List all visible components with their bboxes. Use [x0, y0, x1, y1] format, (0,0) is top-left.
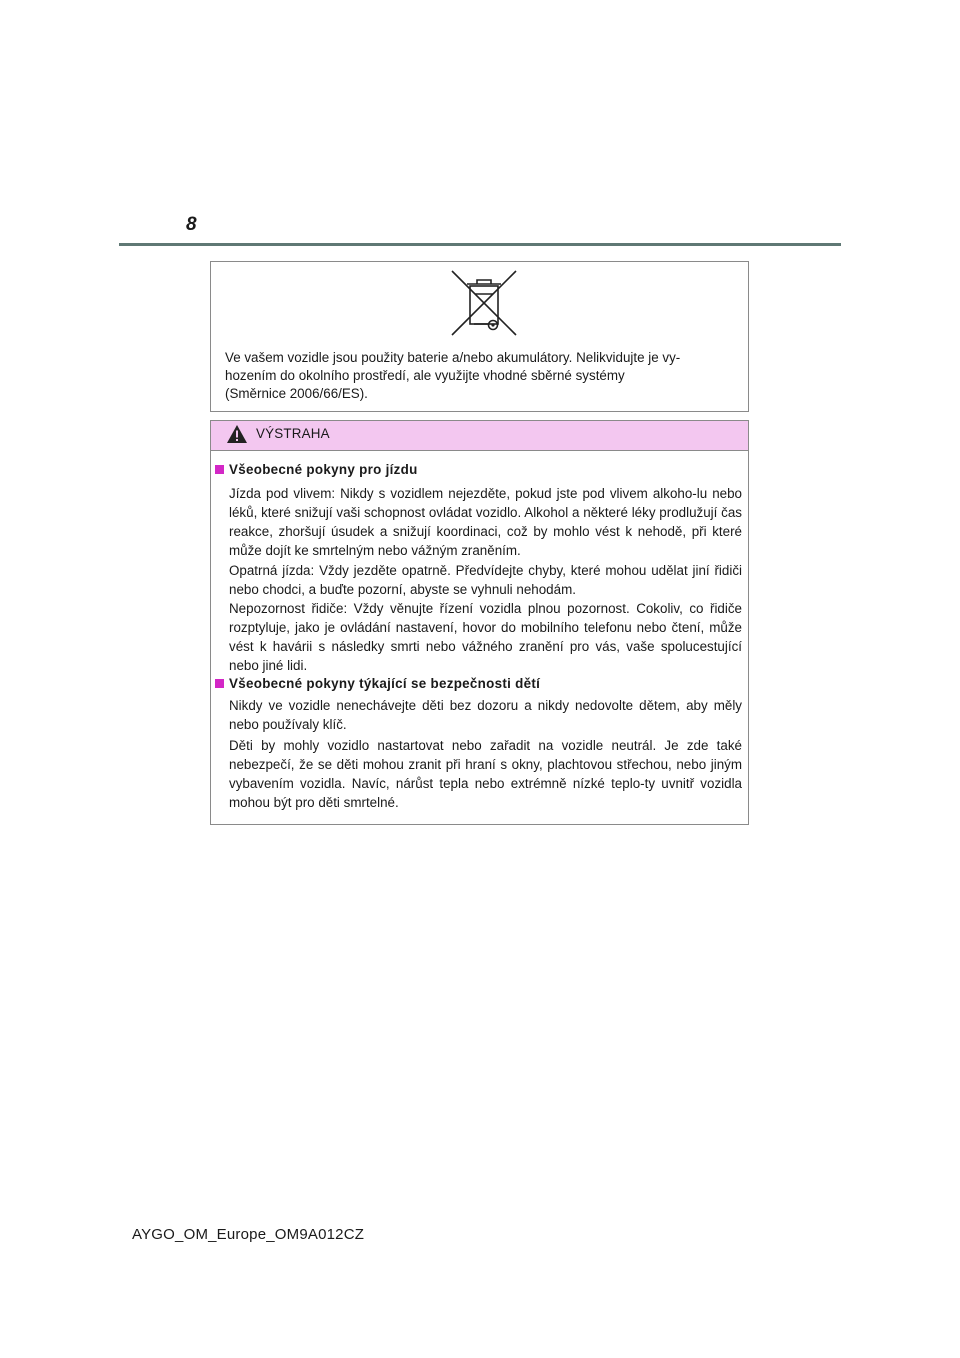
section-heading-text: Všeobecné pokyny pro jízdu [229, 462, 418, 477]
document-footer: AYGO_OM_Europe_OM9A012CZ [132, 1226, 365, 1243]
warning-triangle-icon [226, 424, 248, 444]
recycle-notice-line: hozením do okolního prostředí, ale využijte vhodné sběrné systémy [225, 368, 625, 383]
section-heading [215, 462, 418, 477]
recycle-notice-text [225, 349, 745, 403]
warning-paragraph: Děti by mohly vozidlo nastartovat nebo zařadit na vozidle neutrál. Je zde také nebezpečí, že se děti mohou zranit při hraní s okny, plachtovou střechou, nebo jiným vybavením vozidla. Navíc, nárůst tepla nebo extrémně nízké teplo-ty uvnitř vozidla mohou být pro děti smrtelné. [229, 738, 742, 810]
section-heading-text: Všeobecné pokyny týkající se bezpečnosti dětí [229, 676, 541, 691]
crossed-out-wheelie-bin-icon [448, 268, 520, 338]
warning-paragraph: Nikdy ve vozidle nenechávejte děti bez dozoru a nikdy nedovolte dětem, aby měly nebo používaly klíč. [229, 698, 742, 732]
warning-paragraph: Jízda pod vlivem: Nikdy s vozidlem nejezděte, pokud jste pod vlivem alkoho-lu nebo léků, které snižují vaši schopnost ovládat vozidlo. Alkohol a některé léky prodlužují čas reakce, zhoršují úsudek a snižují koordinaci, což by mohlo vést k nehodě, při které může dojít ke smrtelným nebo vážným zraněním. [229, 486, 742, 558]
section-heading [215, 676, 540, 691]
warning-paragraph: Nepozornost řidiče: Vždy věnujte řízení vozidla plnou pozornost. Cokoliv, co řidiče rozptyluje, jako je ovládání nastavení, hovor do mobilního telefonu nebo čtení, může vést k havárii s následky smrti nebo vážného zranění pro vás, vaše spolucestující nebo jiné lidi. [229, 601, 742, 673]
square-bullet-icon [215, 465, 224, 474]
warning-paragraph: Opatrná jízda: Vždy jezděte opatrně. Předvídejte chyby, které mohou udělat jiní řidiči nebo chodci, a buďte pozorní, abyste se vyhnuli nehodám. [229, 563, 742, 597]
header-rule [119, 243, 841, 246]
page-number: 8 [186, 214, 197, 235]
square-bullet-icon [215, 679, 224, 688]
recycle-notice-line: Ve vašem vozidle jsou použity baterie a/nebo akumulátory. Nelikvidujte je vy- [225, 350, 681, 365]
recycle-notice-line: (Směrnice 2006/66/ES). [225, 386, 368, 401]
warning-title: VÝSTRAHA [256, 426, 330, 441]
